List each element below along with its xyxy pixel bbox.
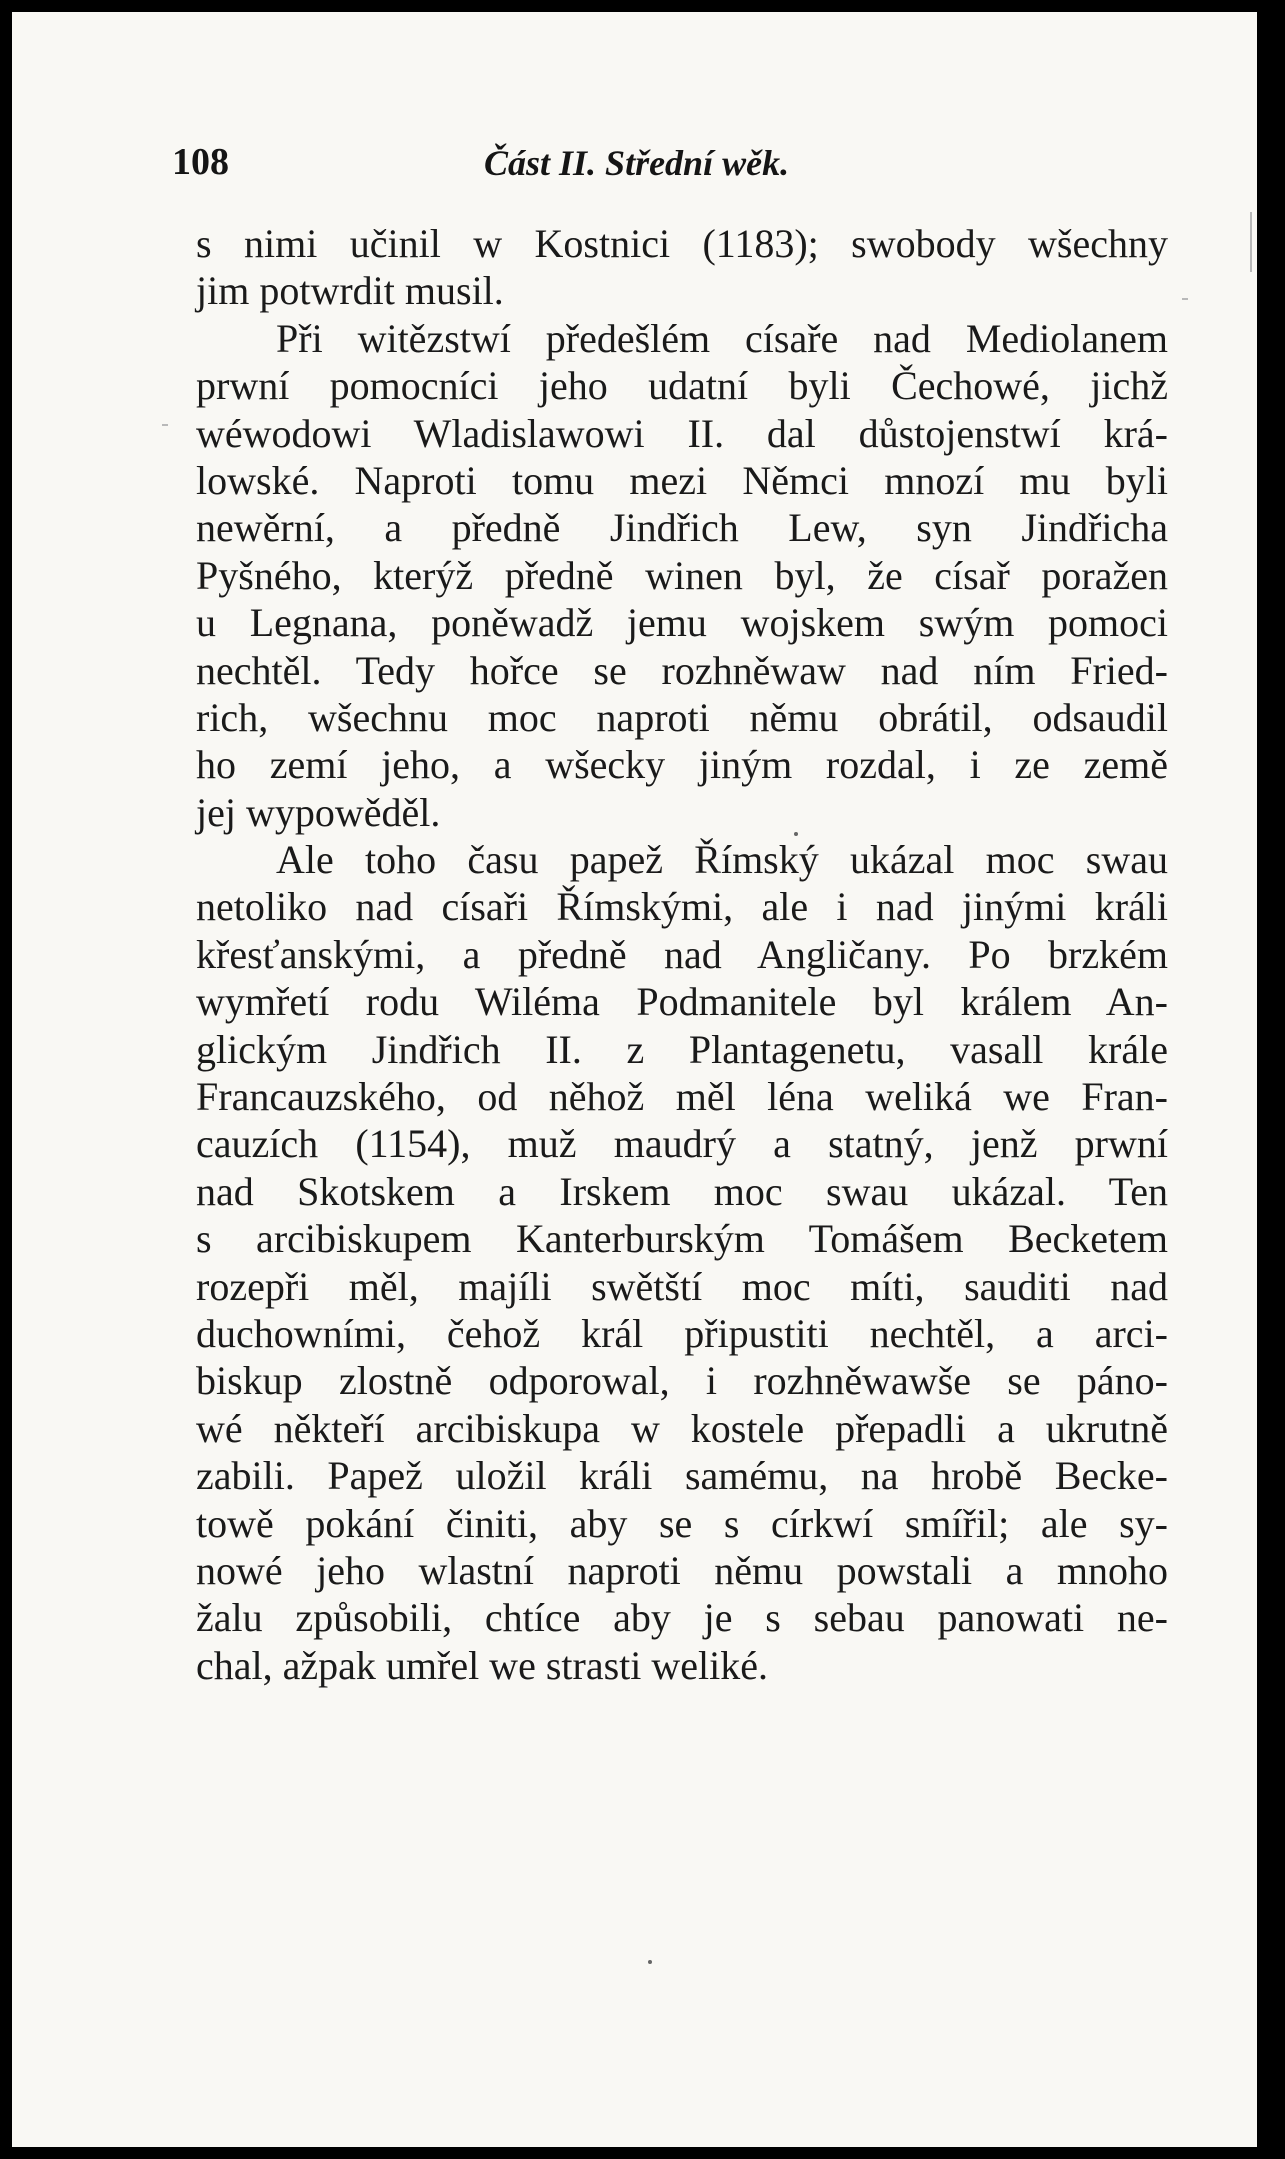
text-line: wé někteří arcibiskupa w kostele přepadli a ukrutně [196, 1405, 1168, 1451]
page-number: 108 [172, 141, 229, 183]
text-line: newěrní, a předně Jindřich Lew, syn Jindřicha [196, 505, 1168, 551]
text-line: netoliko nad císaři Římskými, ale i nad jinými králi [196, 884, 1168, 930]
text-line: Při witězstwí předešlém císaře nad Mediolanem [276, 315, 1168, 361]
text-line: rozepři měl, majíli swětští moc míti, sauditi nad [196, 1263, 1168, 1309]
text-line: wéwodowi Wladislawowi II. dal důstojenstwí krá- [196, 410, 1168, 456]
scan-edge-mark [1182, 298, 1188, 300]
scan-edge-mark [1250, 212, 1252, 272]
book-page [12, 12, 1257, 2147]
text-line: chal, ažpak umřel we strasti weliké. [196, 1642, 768, 1688]
text-line: wymřetí rodu Wiléma Podmanitele byl králem An- [196, 979, 1168, 1025]
text-line: rich, wšechnu moc naproti němu obrátil, odsaudil [196, 694, 1168, 740]
text-line: jej wypowěděl. [196, 789, 441, 835]
text-line: žalu způsobili, chtíce aby je s sebau panowati ne- [196, 1595, 1168, 1641]
text-line: s arcibiskupem Kanterburským Tomášem Becketem [196, 1216, 1168, 1262]
text-line: towě pokání činiti, aby se s církwí smířil; ale sy- [196, 1500, 1168, 1546]
text-line: křesťanskými, a předně nad Angličany. Po brzkém [196, 931, 1168, 977]
text-line: lowské. Naproti tomu mezi Němci mnozí mu byli [196, 457, 1168, 503]
scan-speck [794, 832, 798, 836]
text-line: Pyšného, kterýž předně winen byl, že císař poražen [196, 552, 1168, 598]
text-line: ho zemí jeho, a wšecky jiným rozdal, i ze země [196, 742, 1168, 788]
text-line: s nimi učinil w Kostnici (1183); swobody wšechny [196, 221, 1168, 266]
text-line: Ale toho času papež Římský ukázal moc swau [276, 837, 1168, 883]
scan-speck [648, 1960, 652, 1964]
text-line: nechtěl. Tedy hořce se rozhněwaw nad ním Fried- [196, 647, 1168, 693]
text-line: biskup zlostně odporowal, i rozhněwawše se páno- [196, 1358, 1168, 1404]
text-line: zabili. Papež uložil králi samému, na hrobě Becke- [196, 1453, 1168, 1499]
text-line: glickým Jindřich II. z Plantagenetu, vasall krále [196, 1026, 1168, 1072]
page-header [172, 140, 852, 190]
body-text [196, 220, 1168, 1689]
text-line: nad Skotskem a Irskem moc swau ukázal. Ten [196, 1168, 1168, 1214]
text-line: prwní pomocníci jeho udatní byli Čechowé, jichž [196, 363, 1168, 409]
scan-edge-mark [162, 424, 168, 426]
text-line: jim potwrdit musil. [196, 268, 504, 314]
text-line: Francauzského, od něhož měl léna weliká we Fran- [196, 1074, 1168, 1120]
text-line: duchowními, čehož král připustiti nechtěl, a arci- [196, 1310, 1168, 1356]
running-head: Část II. Střední wěk. [484, 143, 790, 183]
text-line: u Legnana, poněwadž jemu wojskem swým pomoci [196, 600, 1168, 646]
text-line: cauzích (1154), muž maudrý a statný, jenž prwní [196, 1121, 1168, 1167]
text-line: nowé jeho wlastní naproti němu powstali a mnoho [196, 1547, 1168, 1593]
